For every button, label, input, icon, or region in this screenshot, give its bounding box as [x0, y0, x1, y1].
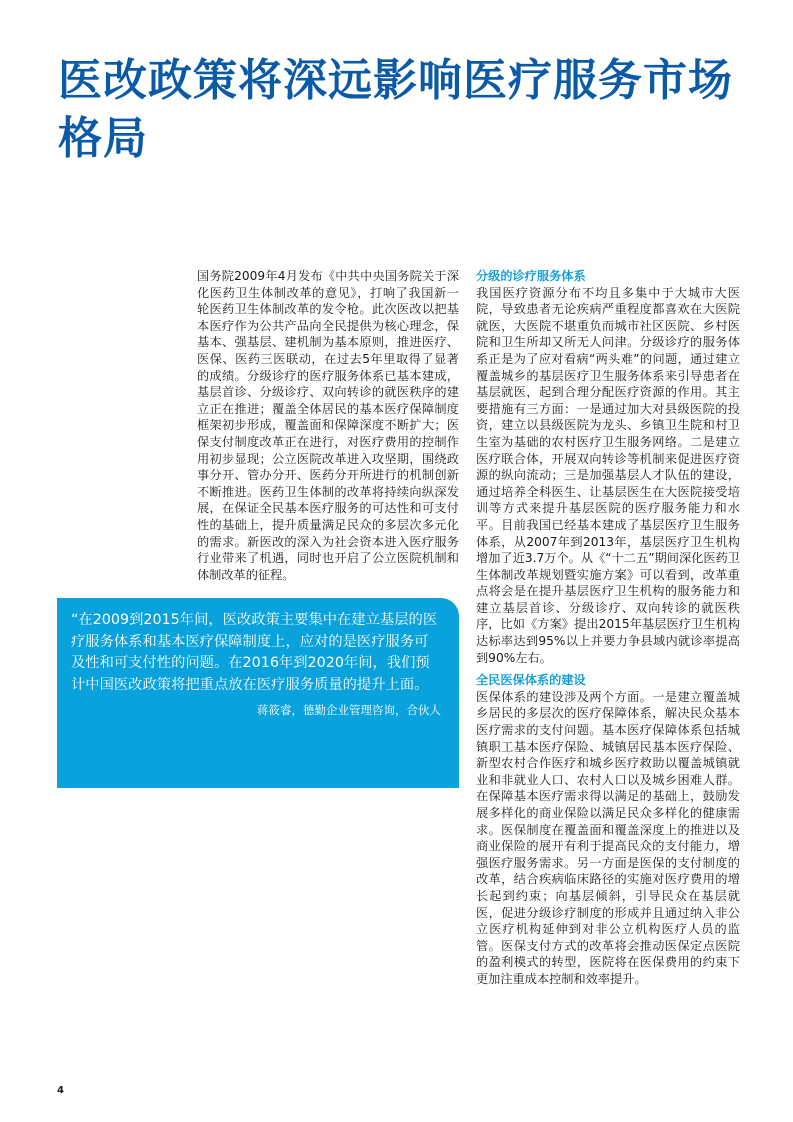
section-heading-tiered-care: 分级的诊疗服务体系 — [476, 269, 586, 283]
pull-quote-box — [57, 598, 459, 788]
section-paragraph-universal-insurance: 医保体系的建设涉及两个方面。一是建立覆盖城乡居民的多层次的医疗保障体系，解决民众基本医疗需求的支付问题。基本医疗保障体系包括城镇职工基本医疗保险、城镇居民基本医疗保险、新型农村合作医疗和城乡医疗救助以覆盖城镇就业和非就业人口、农村人口以及城乡困难人群。在保障基本医疗需求得以满足的基础上，鼓励发展多样化的商业保险以满足民众多样化的健康需求。医保制度在覆盖面和覆盖深度上的推进以及商业保险的展开有利于提高民众的支付能力，增强医疗服务需求。另一方面是医保的支付制度的改革，结合疾病临床路径的实施对医疗费用的增长起到约束；向基层倾斜，引导民众在基层就医，促进分级诊疗制度的形成并且通过纳入非公立医疗机构延伸到对非公立机构医疗人员的监管。医保支付方式的改革将会推动医保定点医院的盈利模式的转型，医院将在医保费用的约束下更加注重成本控制和效率提升。 — [476, 689, 740, 986]
section-paragraph-tiered-care: 我国医疗资源分布不均且多集中于大城市大医院，导致患者无论疾病严重程度都喜欢在大医院就医，大医院不堪重负而城市社区医院、乡村医院和卫生所却又所无人问津。分级诊疗的服务体系正是为了应对看病“两头难”的问题，通过建立覆盖城乡的基层医疗卫生服务体系来引导患者在基层就医，起到合理分配医疗资源的作用。其主要措施有三方面：一是通过加大对县级医院的投资，建立以县级医院为龙头、乡镇卫生院和村卫生室为基础的农村医疗卫生服务网络。二是建立医疗联合体，开展双向转诊等机制来促进医疗资源的纵向流动；三是加强基层人才队伍的建设，通过培养全科医生、让基层医生在大医院接受培训等方式来提升基层医院的医疗服务能力和水平。目前我国已经基本建成了基层医疗卫生服务体系，从2007年到2013年，基层医疗卫生机构增加了近3.7万个。从《“十二五”期间深化医药卫生体制改革规划暨实施方案》可以看到，改革重点将会是在提升基层医疗卫生机构的服务能力和建立基层首诊、分级诊疗、双向转诊的就医秩序，比如《方案》提出2015年基层医疗卫生机构达标率达到95%以上并要力争县域内就诊率提高到90%左右。 — [476, 285, 740, 665]
page-title: 医改政策将深远影响医疗服务市场格局 — [58, 55, 733, 164]
quote-author: 蒋筱睿，德勤企业管理咨询，合伙人 — [257, 703, 441, 717]
quote-text: “在2009到2015年间，医改政策主要集中在建立基层的医疗服务体系和基本医疗保障制度上，应对的是医疗服务可及性和可支付性的问题。在2016年到2020年间，我们预计中国医改政策将把重点放在医疗服务质量的提升上面。 — [71, 612, 438, 693]
right-column — [476, 268, 740, 988]
section-heading-universal-insurance: 全民医保体系的建设 — [476, 673, 586, 688]
left-column — [197, 268, 459, 583]
page-number: 4 — [57, 1085, 64, 1096]
intro-paragraph: 国务院2009年4月发布《中共中央国务院关于深化医药卫生体制改革的意见》，打响了我国新一轮医药卫生体制改革的发令枪。此次医改以把基本医疗作为公共产品向全民提供为核心理念，保基本、强基层、建机制为基本原则，推进医疗、医保、医药三医联动，在过去5年里取得了显著的成绩。分级诊疗的医疗服务体系已基本建成，基层首诊、分级诊疗、双向转诊的就医秩序的建立正在推进；覆盖全体居民的基本医疗保障制度框架初步形成，覆盖面和保障深度不断扩大；医保支付制度改革正在进行，对医疗费用的控制作用初步显现；公立医院改革进入攻坚期，围绕政事分开、管办分开、医药分开所进行的机制创新不断推进。医药卫生体制的改革将持续向纵深发展，在保证全民基本医疗服务的可达性和可支付性的基础上，提升质量满足民众的多层次多元化的需求。新医改的深入为社会资本进入医疗服务行业带来了机遇，同时也开启了公立医院机制和体制改革的征程。 — [197, 269, 459, 582]
